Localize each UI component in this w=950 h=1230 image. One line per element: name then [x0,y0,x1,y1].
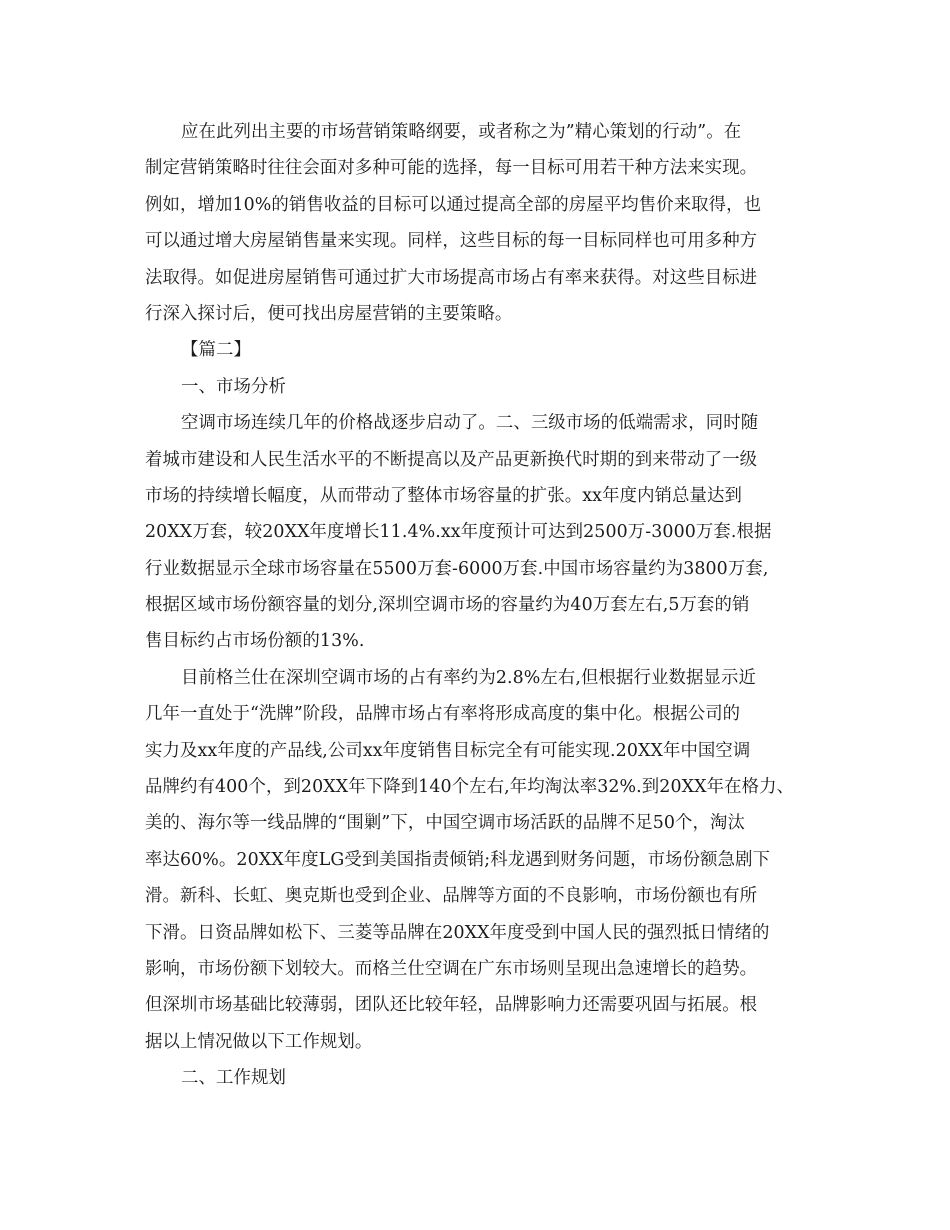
work-plan-heading [145,1060,810,1096]
text-line: 几年一直处于“洗牌”阶段，品牌市场占有率将形成高度的集中化。根据公司的 [145,704,741,725]
text-line: 实力及xx年度的产品线,公司xx年度销售目标完全有可能实现.20XX年中国空调 [145,740,751,761]
text-line: 但深圳市场基础比较薄弱，团队还比较年轻，品牌影响力还需要巩固与拓展。根 [145,995,758,1016]
text-line: 美的、海尔等一线品牌的“围剿”下，中国空调市场活跃的品牌不足50个，淘汰 [145,813,746,834]
text-line: 市场的持续增长幅度，从而带动了整体市场容量的扩张。xx年度内销总量达到 [145,485,743,506]
text-line: 法取得。如促进房屋销售可通过扩大市场提高市场占有率来获得。对这些目标进 [145,267,758,288]
text-line: 目前格兰仕在深圳空调市场的占有率约为2.8%左右,但根据行业数据显示近 [181,667,756,688]
paragraph-strategy-outline [145,114,810,332]
paragraph-market-analysis [145,405,810,660]
text-line: 售目标约占市场份额的13%. [145,631,365,652]
subsection-heading: 二、工作规划 [181,1068,286,1089]
section-heading: 【篇二】 [181,340,251,361]
text-line: 品牌约有400个，到20XX年下降到140个左右,年均淘汰率32%.到20XX年在格力、 [145,777,795,798]
document-body [145,114,810,1097]
text-line: 例如，增加10%的销售收益的目标可以通过提高全部的房屋平均售价来取得，也 [145,194,762,215]
text-line: 根据区域市场份额容量的划分,深圳空调市场的容量约为40万套左右,5万套的销 [145,595,750,616]
text-line: 制定营销策略时往往会面对多种可能的选择，每一目标可用若干种方法来实现。 [145,158,758,179]
text-line: 据以上情况做以下工作规划。 [145,1031,373,1052]
text-line: 可以通过增大房屋销售量来实现。同样，这些目标的每一目标同样也可用多种方 [145,231,758,252]
text-line: 率达60%。20XX年度LG受到美国指责倾销;科龙遇到财务问题，市场份额急剧下 [145,849,771,870]
text-line: 滑。新科、长虹、奥克斯也受到企业、品牌等方面的不良影响，市场份额也有所 [145,886,758,907]
text-line: 行深入探讨后，便可找出房屋营销的主要策略。 [145,303,513,324]
market-analysis-heading [145,369,810,405]
section-heading-pian-er [145,332,810,368]
text-line: 应在此列出主要的市场营销策略纲要，或者称之为”精心策划的行动”。在 [181,122,742,142]
text-line: 下滑。日资品牌如松下、三菱等品牌在20XX年度受到中国人民的强烈抵日情绪的 [145,922,770,943]
text-line: 影响，市场份额下划较大。而格兰仕空调在广东市场则呈现出急速增长的趋势。 [145,958,758,979]
text-line: 行业数据显示全球市场容量在5500万套-6000万套.中国市场容量约为3800万套, [145,558,769,579]
text-line: 20XX万套，较20XX年度增长11.4%.xx年度预计可达到2500万-3000万套.根据 [145,522,772,543]
subsection-heading: 一、市场分析 [181,376,286,397]
text-line: 着城市建设和人民生活水平的不断提高以及产品更新换代时期的到来带动了一级 [145,449,758,470]
text-line: 空调市场连续几年的价格战逐步启动了。二、三级市场的低端需求，同时随 [181,413,759,434]
paragraph-brand-analysis [145,660,810,1060]
